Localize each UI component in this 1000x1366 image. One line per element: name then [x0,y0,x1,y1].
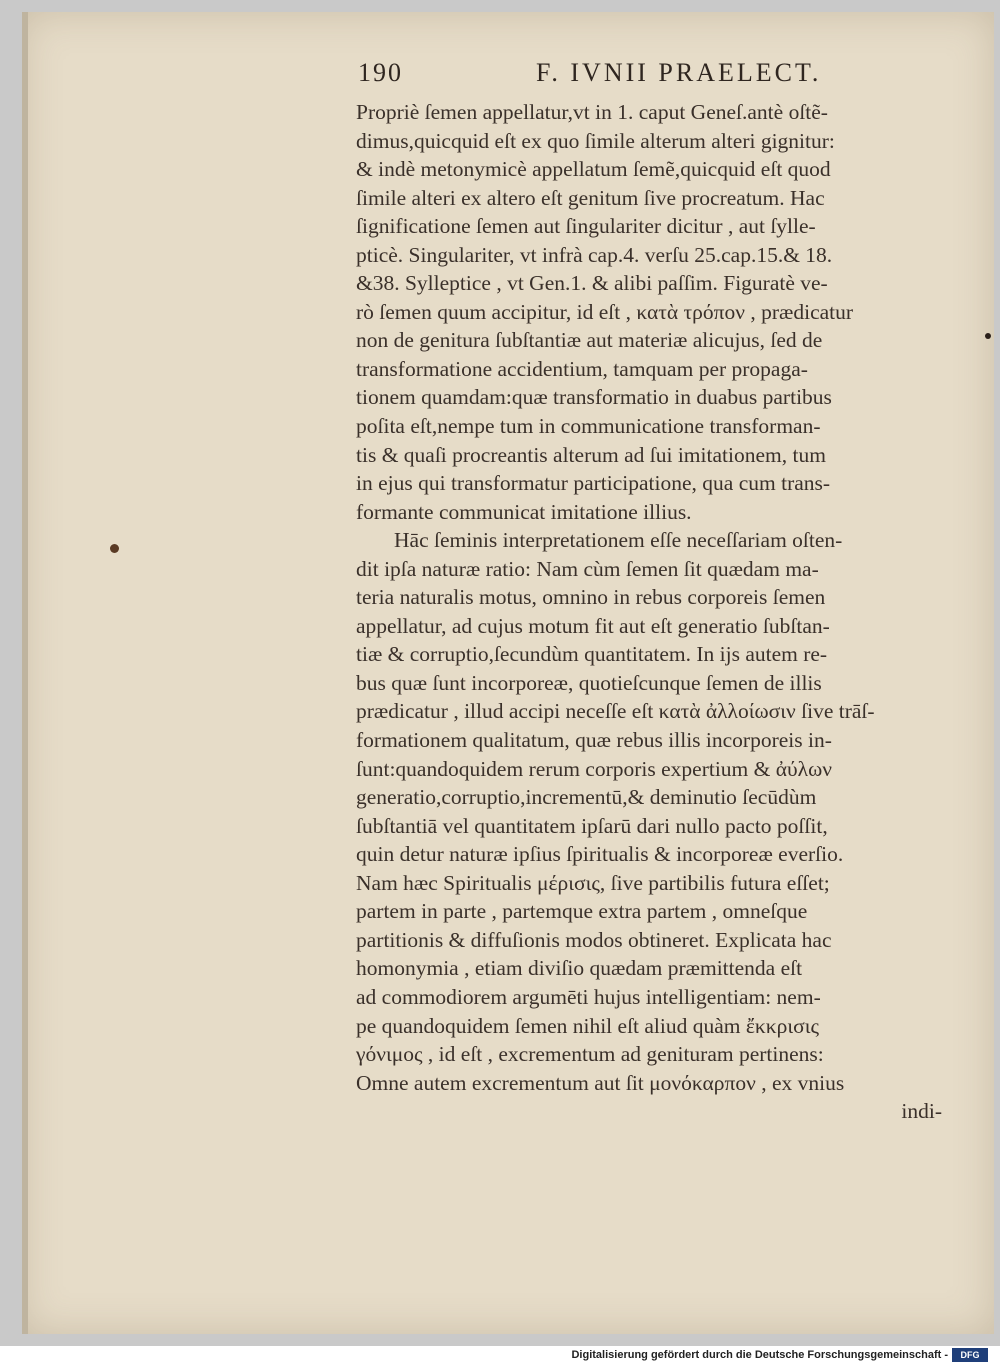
text-line: poſita eſt,nempe tum in communicatione transforman- [356,414,821,439]
text-line: bus quæ ſunt incorporeæ, quotieſcunque ſemen de illis [356,670,822,695]
text-line: in ejus qui transformatur participatione, qua cum trans- [356,471,831,496]
text-line: transformatione accidentium, tamquam per propaga- [356,356,808,381]
page-edge [22,12,28,1334]
text-line: tionem quamdam:quæ transformatio in duabus partibus [356,385,832,410]
running-head: F. IVNII PRAELECT. [536,58,822,87]
body-text [356,98,962,1126]
text-line: rò ſemen quum accipitur, id eſt , κατὰ τρόπον , prædicatur [356,299,854,324]
text-line: Omne autem excrementum aut ſit μονόκαρπον , ex vnius [356,1070,845,1095]
dfg-logo-icon: DFG [952,1348,988,1362]
text-line: partitionis & diffuſionis modos obtineret. Explicata hac [356,927,832,952]
text-line: ſignificatione ſemen aut ſingulariter dicitur , aut ſylle- [356,214,816,239]
text-line: ad commodiorem argumēti hujus intelligentiam: nem- [356,984,821,1009]
text-line: formante communicat imitatione illius. [356,499,692,524]
page-number: 190 [358,58,403,87]
text-line: quin detur naturæ ipſius ſpiritualis & incorporeæ everſio. [356,842,844,867]
text-line: formationem qualitatum, quæ rebus illis incorporeis in- [356,728,832,753]
page-header [358,58,958,92]
text-line: partem in parte , partemque extra partem , omneſque [356,899,808,924]
text-line: prædicatur , illud accipi neceſſe eſt κατὰ ἀλλοίωσιν ſive trāſ- [356,699,875,724]
text-line: γόνιμος , id eſt , excrementum ad genituram pertinens: [356,1042,824,1067]
catchword: indi- [901,1099,942,1124]
ink-spot [985,333,991,339]
text-line: ſubſtantiā vel quantitatem ipſarū dari nullo pacto poſſit, [356,813,828,838]
text-line: homonymia , etiam diviſio quædam præmittenda eſt [356,956,803,981]
text-line: &38. Sylleptice , vt Gen.1. & alibi paſſim. Figuratè ve- [356,271,828,296]
text-line: dit ipſa naturæ ratio: Nam cùm ſemen ſit quædam ma- [356,556,819,581]
text-line: tiæ & corruptio,ſecundùm quantitatem. In ijs autem re- [356,642,828,667]
text-line: appellatur, ad cujus motum fit aut eſt generatio ſubſtan- [356,613,830,638]
text-line: teria naturalis motus, omnino in rebus corporeis ſemen [356,585,826,610]
text-line: tis & quaſi procreantis alterum ad ſui imitationem, tum [356,442,826,467]
text-line: non de genitura ſubſtantiæ aut materiæ alicujus, ſed de [356,328,823,353]
text-line: generatio,corruptio,incrementū,& deminutio ſecūdùm [356,785,817,810]
text-line: Nam hæc Spiritualis μέρισις, ſive partibilis futura eſſet; [356,870,830,895]
text-line: pe quandoquidem ſemen nihil eſt aliud quàm ἔκκρισις [356,1013,819,1038]
text-line: & indè metonymicè appellatum ſemẽ,quicquid eſt quod [356,157,831,182]
ink-spot [110,544,119,553]
text-line: pticè. Singulariter, vt infrà cap.4. verſu 25.cap.15.& 18. [356,242,833,267]
digitization-credit: Digitalisierung gefördert durch die Deutsche Forschungsgemeinschaft - [571,1349,948,1361]
text-line: dimus,quicquid eſt ex quo ſimile alterum alteri gignitur: [356,128,835,153]
text-line: ſunt:quandoquidem rerum corporis expertium & ἀύλων [356,756,832,781]
text-line: ſimile alteri ex altero eſt genitum ſive procreatum. Hac [356,185,825,210]
paragraph-start-line: Hāc ſeminis interpretationem eſſe neceſſariam oſten- [394,528,843,553]
text-line: Propriè ſemen appellatur,vt in 1. caput Geneſ.antè oſtẽ- [356,100,828,124]
